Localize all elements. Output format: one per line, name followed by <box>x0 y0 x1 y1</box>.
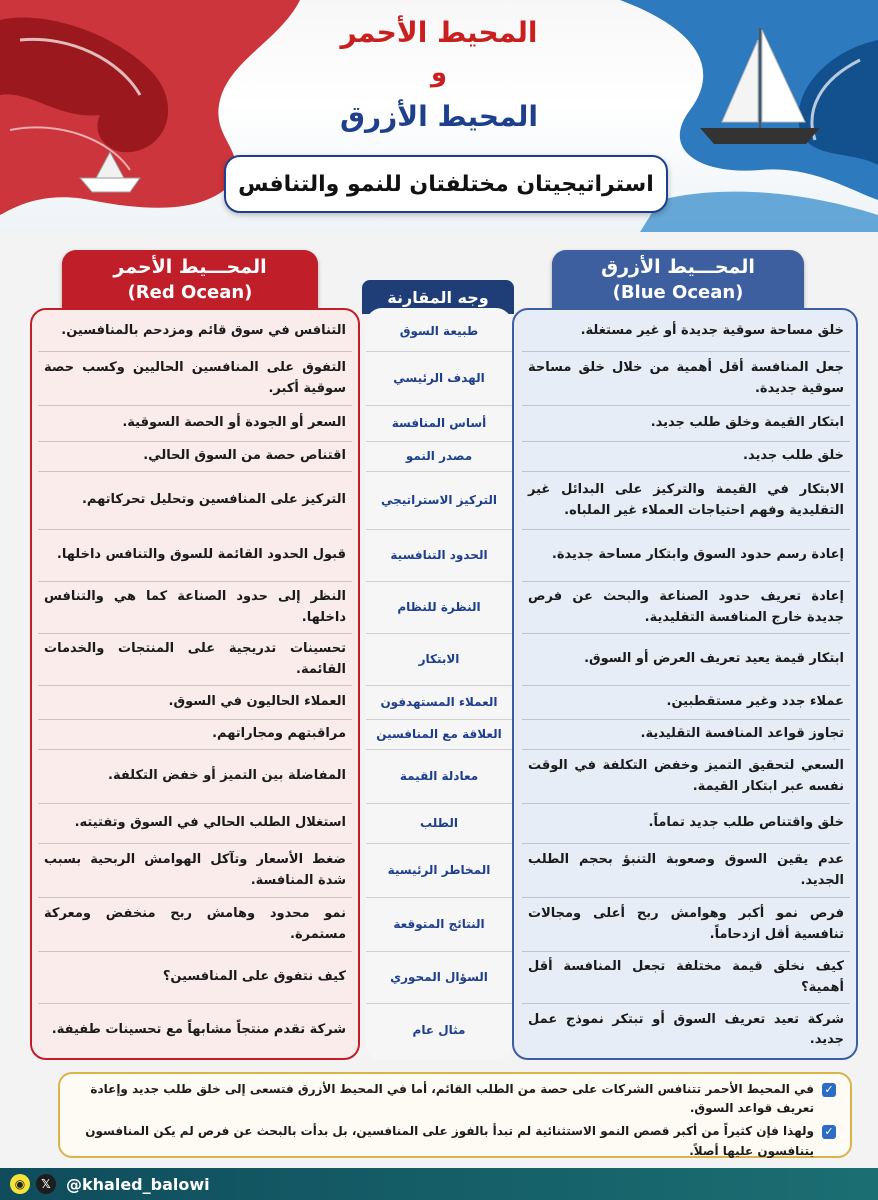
red-cell: اقتناص حصة من السوق الحالي. <box>38 442 352 472</box>
note-item <box>74 1080 836 1118</box>
note-item <box>74 1122 836 1160</box>
red-cell: التنافس في سوق قائم ومزدحم بالمنافسين. <box>38 312 352 352</box>
aspect-cell: المخاطر الرئيسية <box>366 844 512 898</box>
aspect-cell: الحدود التنافسية <box>366 530 512 582</box>
aspect-cell: العملاء المستهدفون <box>366 686 512 720</box>
aspect-cell: النتائج المتوقعة <box>366 898 512 952</box>
blue-cell: شركة تعيد تعريف السوق أو تبتكر نموذج عمل جديد. <box>528 1011 844 1047</box>
red-cell: استغلال الطلب الحالي في السوق وتفتيته. <box>38 804 352 844</box>
aspect-cell: العلاقة مع المنافسين <box>366 720 512 750</box>
blue-cell: فرص نمو أكبر وهوامش ربح أعلى ومجالات تنافسية أقل ازدحاماً. <box>522 898 850 952</box>
blue-cell: إعادة تعريف حدود الصناعة والبحث عن فرص جديدة خارج المنافسة التقليدية. <box>522 582 850 634</box>
red-cell: كيف نتفوق على المنافسين؟ <box>38 952 352 1004</box>
checkbox-icon: ✓ <box>822 1083 836 1097</box>
title-conjunction: و <box>430 58 448 88</box>
checkbox-icon: ✓ <box>822 1125 836 1139</box>
red-cell: التفوق على المنافسين الحاليين وكسب حصة سوقية أكبر. <box>38 352 352 406</box>
title-red-ocean: المحيط الأحمر <box>340 16 538 49</box>
red-cell: النظر إلى حدود الصناعة كما هي والتنافس داخلها. <box>38 582 352 634</box>
blue-cell: السعي لتحقيق التميز وخفض التكلفة في الوقت نفسه عبر ابتكار القيمة. <box>522 750 850 804</box>
red-cell: العملاء الحاليون في السوق. <box>38 686 352 720</box>
blue-cell: كيف نخلق قيمة مختلفة تجعل المنافسة أقل أهمية؟ <box>522 952 850 1004</box>
blue-cell: خلق طلب جديد. <box>522 442 850 472</box>
blue-cell: خلق واقتناص طلب جديد تماماً. <box>522 804 850 844</box>
aspect-cell: السؤال المحوري <box>366 952 512 1004</box>
column-header-red-en: (Red Ocean) <box>127 282 253 303</box>
column-header-red-ar: المحـــيط الأحمر <box>113 256 267 278</box>
column-header-aspect-label: وجه المقارنة <box>387 287 489 307</box>
blue-cell: إعادة رسم حدود السوق وابتكار مساحة جديدة. <box>522 530 850 582</box>
aspect-cell: الطلب <box>366 804 512 844</box>
blue-cell: عملاء جدد وغير مستقطبين. <box>522 686 850 720</box>
blue-cell: عدم يقين السوق وصعوبة التنبؤ بحجم الطلب الجديد. <box>522 844 850 898</box>
red-cell: السعر أو الجودة أو الحصة السوقية. <box>38 406 352 442</box>
aspect-cell: طبيعة السوق <box>366 312 512 352</box>
aspect-cell: مثال عام <box>412 1022 466 1037</box>
blue-cell: الابتكار في القيمة والتركيز على البدائل غير التقليدية وفهم احتياجات العملاء غير الملباه. <box>522 472 850 530</box>
subtitle-banner <box>224 155 668 213</box>
aspect-cell: النظرة للنظام <box>366 582 512 634</box>
aspect-cell: الابتكار <box>366 634 512 686</box>
blue-cell: ابتكار القيمة وخلق طلب جديد. <box>522 406 850 442</box>
red-cell: شركة تقدم منتجاً مشابهاً مع تحسينات طفيفة. <box>51 1021 346 1037</box>
subtitle-text: استراتيجيتان مختلفتان للنمو والتنافس <box>238 171 654 197</box>
footer-bar <box>0 1168 878 1200</box>
red-cell: المفاضلة بين التميز أو خفض التكلفة. <box>38 750 352 804</box>
aspect-cell: التركيز الاستراتيجي <box>366 472 512 530</box>
handle-text: @khaled_balowi <box>66 1174 210 1194</box>
aspect-cell: الهدف الرئيسي <box>366 352 512 406</box>
note-text: في المحيط الأحمر تتنافس الشركات على حصة من الطلب القائم، أما في المحيط الأزرق فتسعى إلى خلق طلب جديد وإعادة تعريف قواعد السوق. <box>90 1082 814 1116</box>
red-cell: نمو محدود وهامش ربح منخفض ومعركة مستمرة. <box>38 898 352 952</box>
red-cell: قبول الحدود القائمة للسوق والتنافس داخلها. <box>38 530 352 582</box>
social-handle[interactable] <box>10 1173 210 1195</box>
notes-box <box>58 1072 852 1158</box>
aspect-cell: أساس المنافسة <box>366 406 512 442</box>
blue-cell: تجاوز قواعد المنافسة التقليدية. <box>522 720 850 750</box>
title-blue-ocean: المحيط الأزرق <box>340 100 538 133</box>
red-cell: مراقبتهم ومجاراتهم. <box>38 720 352 750</box>
red-cell: ضغط الأسعار وتآكل الهوامش الربحية بسبب شدة المنافسة. <box>38 844 352 898</box>
blue-cell: خلق مساحة سوقية جديدة أو غير مستغلة. <box>522 312 850 352</box>
snapchat-icon[interactable]: ◉ <box>10 1174 30 1194</box>
note-text: ولهذا فإن كثيراً من أكبر قصص النمو الاستثنائية لم تبدأ بالفوز على المنافسين، بل بدأت بالبحث عن فرص لم يكن المنافسون يتنافسون عليها أصلاً. <box>85 1124 814 1158</box>
red-cell: التركيز على المنافسين وتحليل تحركاتهم. <box>38 472 352 530</box>
red-cell: تحسينات تدريجية على المنتجات والخدمات القائمة. <box>38 634 352 686</box>
header <box>0 0 878 232</box>
blue-cell: جعل المنافسة أقل أهمية من خلال خلق مساحة سوقية جديدة. <box>522 352 850 406</box>
aspect-cell: مصدر النمو <box>366 442 512 472</box>
aspect-cell: معادلة القيمة <box>366 750 512 804</box>
blue-cell: ابتكار قيمة يعيد تعريف العرض أو السوق. <box>522 634 850 686</box>
column-header-red <box>62 250 318 310</box>
column-header-blue-ar: المحـــيط الأزرق <box>601 256 755 278</box>
column-header-blue <box>552 250 804 310</box>
x-icon[interactable]: 𝕏 <box>36 1174 56 1194</box>
column-header-blue-en: (Blue Ocean) <box>612 282 744 303</box>
